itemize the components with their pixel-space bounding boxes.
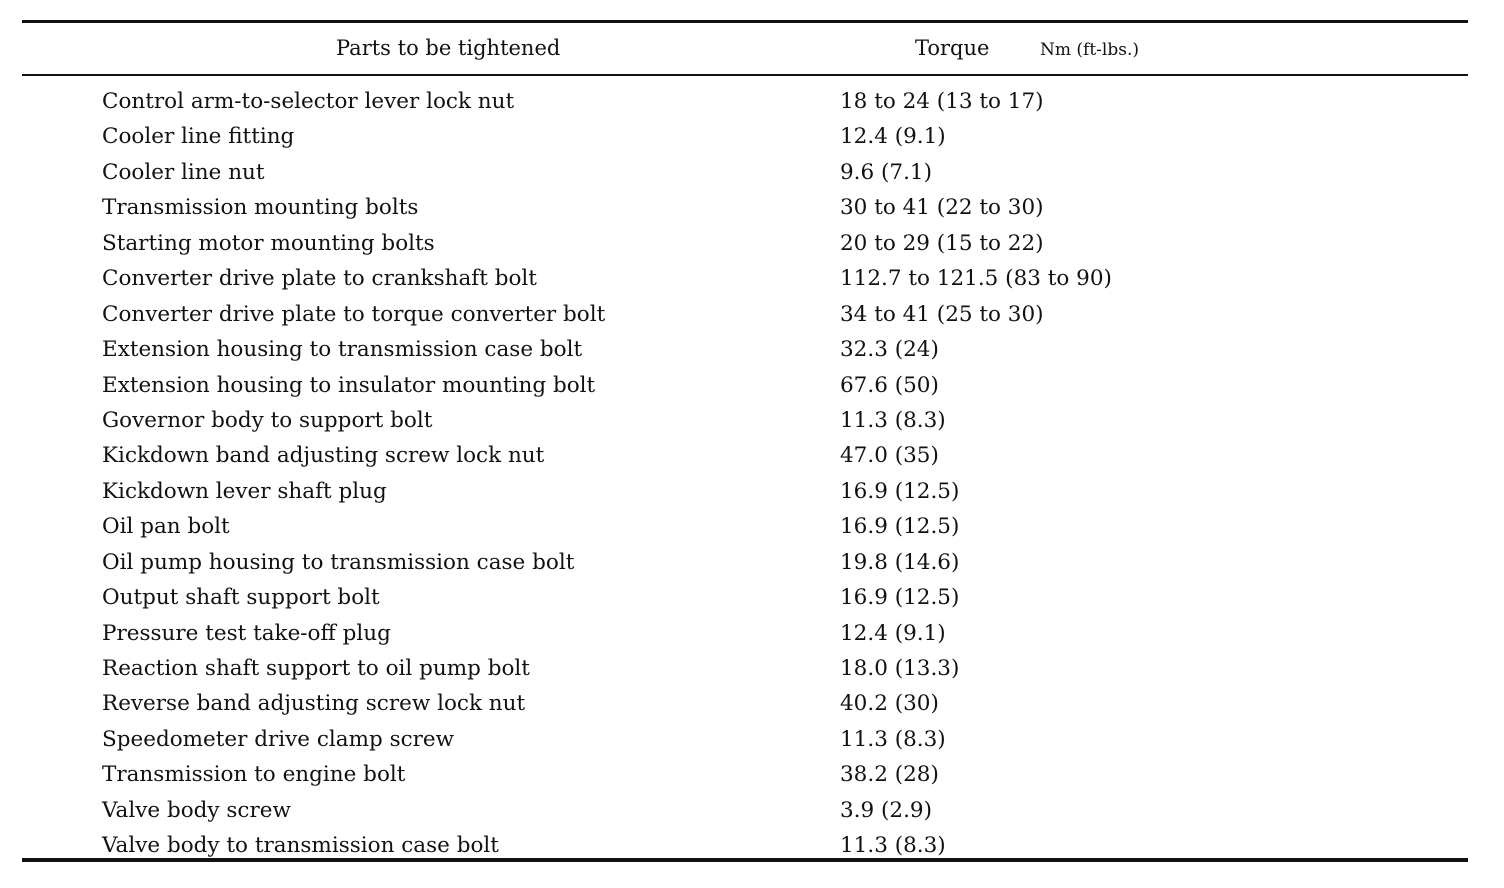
part-name-cell: Pressure test take-off plug xyxy=(102,620,391,646)
torque-value-cell: 67.6 (50) xyxy=(840,372,939,398)
torque-value-cell: 11.3 (8.3) xyxy=(840,833,946,859)
torque-value-cell: 32.3 (24) xyxy=(840,337,939,363)
table-bottom-rule xyxy=(22,858,1468,862)
table-row xyxy=(0,438,1504,473)
part-name-cell: Kickdown lever shaft plug xyxy=(102,478,387,504)
table-row xyxy=(0,119,1504,154)
table-row xyxy=(0,332,1504,367)
part-name-cell: Valve body screw xyxy=(102,797,291,823)
table-row xyxy=(0,474,1504,509)
header-torque: Torque xyxy=(915,36,990,60)
torque-value-cell: 12.4 (9.1) xyxy=(840,620,946,646)
torque-value-cell: 16.9 (12.5) xyxy=(840,478,960,504)
torque-value-cell: 40.2 (30) xyxy=(840,691,939,717)
part-name-cell: Converter drive plate to torque converter bolt xyxy=(102,301,606,327)
torque-value-cell: 3.9 (2.9) xyxy=(840,797,932,823)
torque-value-cell: 47.0 (35) xyxy=(840,443,939,469)
table-row xyxy=(0,757,1504,792)
part-name-cell: Cooler line nut xyxy=(102,159,265,185)
part-name-cell: Reverse band adjusting screw lock nut xyxy=(102,691,526,717)
part-name-cell: Transmission to engine bolt xyxy=(102,762,406,788)
table-row xyxy=(0,403,1504,438)
part-name-cell: Output shaft support bolt xyxy=(102,585,380,611)
part-name-cell: Starting motor mounting bolts xyxy=(102,230,435,256)
torque-value-cell: 11.3 (8.3) xyxy=(840,726,946,752)
part-name-cell: Governor body to support bolt xyxy=(102,407,433,433)
part-name-cell: Oil pump housing to transmission case bolt xyxy=(102,549,575,575)
part-name-cell: Control arm-to-selector lever lock nut xyxy=(102,89,515,114)
torque-value-cell: 20 to 29 (15 to 22) xyxy=(840,230,1044,256)
torque-value-cell: 34 to 41 (25 to 30) xyxy=(840,301,1044,327)
part-name-cell: Oil pan bolt xyxy=(102,514,230,540)
torque-value-cell: 112.7 to 121.5 (83 to 90) xyxy=(840,266,1112,292)
torque-value-cell: 9.6 (7.1) xyxy=(840,159,932,185)
torque-value-cell: 11.3 (8.3) xyxy=(840,407,946,433)
table-body xyxy=(0,84,1504,864)
torque-value-cell: 19.8 (14.6) xyxy=(840,549,960,575)
torque-value-cell: 18 to 24 (13 to 17) xyxy=(840,89,1044,114)
part-name-cell: Kickdown band adjusting screw lock nut xyxy=(102,443,545,469)
torque-value-cell: 30 to 41 (22 to 30) xyxy=(840,195,1044,221)
torque-value-cell: 16.9 (12.5) xyxy=(840,585,960,611)
torque-value-cell: 38.2 (28) xyxy=(840,762,939,788)
part-name-cell: Valve body to transmission case bolt xyxy=(102,833,499,859)
torque-value-cell: 12.4 (9.1) xyxy=(840,124,946,150)
part-name-cell: Speedometer drive clamp screw xyxy=(102,726,455,752)
header-unit: Nm (ft-lbs.) xyxy=(1040,40,1139,60)
header-parts: Parts to be tightened xyxy=(336,36,561,60)
table-row xyxy=(0,580,1504,615)
table-header-rule xyxy=(22,74,1468,76)
table-row xyxy=(0,616,1504,651)
table-top-rule xyxy=(22,20,1468,23)
table-row xyxy=(0,651,1504,686)
table-row xyxy=(0,190,1504,225)
part-name-cell: Transmission mounting bolts xyxy=(102,195,419,221)
part-name-cell: Cooler line fitting xyxy=(102,124,295,150)
part-name-cell: Extension housing to insulator mounting bolt xyxy=(102,372,596,398)
part-name-cell: Converter drive plate to crankshaft bolt xyxy=(102,266,537,292)
table-row xyxy=(0,509,1504,544)
table-row xyxy=(0,545,1504,580)
part-name-cell: Reaction shaft support to oil pump bolt xyxy=(102,656,530,681)
torque-value-cell: 18.0 (13.3) xyxy=(840,656,960,681)
table-row xyxy=(0,722,1504,757)
table-row xyxy=(0,793,1504,828)
torque-value-cell: 16.9 (12.5) xyxy=(840,514,960,540)
table-row xyxy=(0,686,1504,721)
table-row xyxy=(0,368,1504,403)
table-row xyxy=(0,261,1504,296)
table-row xyxy=(0,155,1504,190)
part-name-cell: Extension housing to transmission case bolt xyxy=(102,337,583,363)
table-row xyxy=(0,297,1504,332)
table-row xyxy=(0,226,1504,261)
table-row xyxy=(0,84,1504,119)
